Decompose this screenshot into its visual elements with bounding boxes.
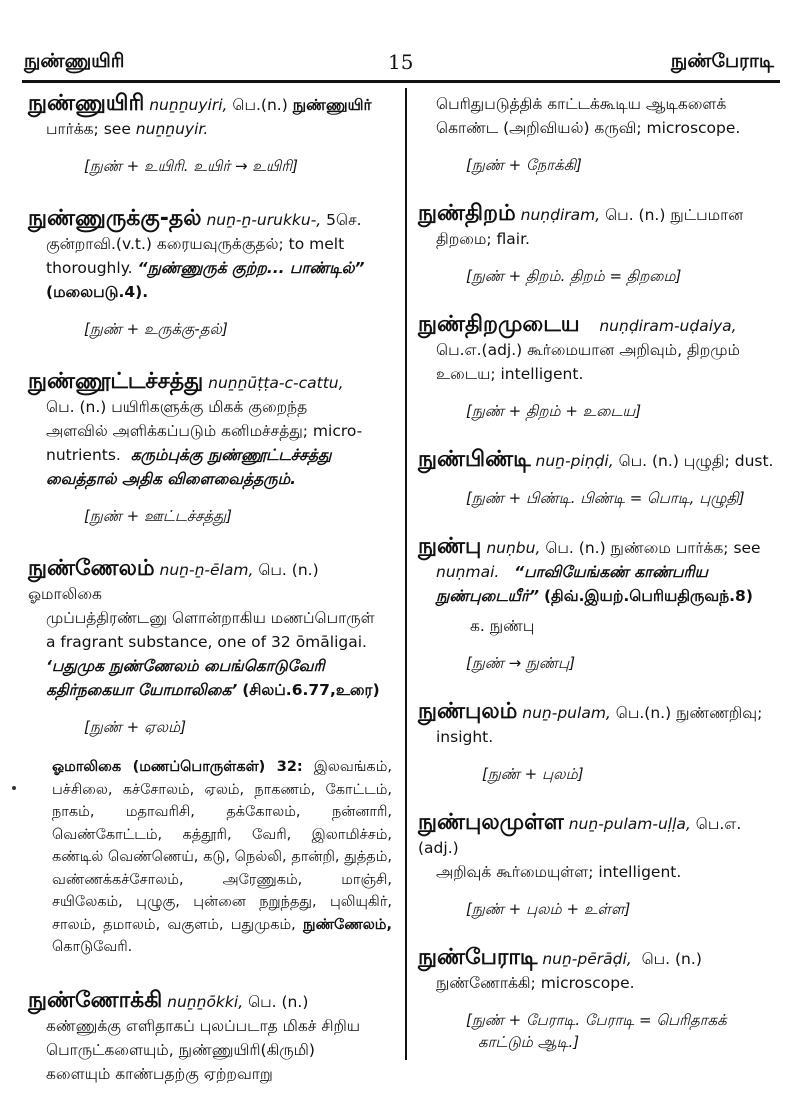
header-right-guide-word: நுண்பேராடி	[670, 50, 774, 72]
etymology: [நுண் + உயிரி. உயிர் → உயிரி]	[84, 157, 298, 175]
transliteration: nuṉ-ṉ-ēlam,	[159, 561, 254, 579]
transliteration: nuṉṉuyiri,	[149, 96, 228, 114]
entry-nunnurukku-tal	[28, 207, 392, 340]
etymology: [நுண் + புலம் + உள்ள]	[466, 900, 631, 918]
entry-nunnuttachattu	[28, 370, 392, 527]
headword: நுண்ணேலம்	[28, 556, 155, 581]
page-number: 15	[388, 50, 414, 74]
etymology: [நுண் + புலம்]	[482, 765, 584, 783]
margin-speck	[12, 786, 16, 790]
headword: நுண்திறமுடைய	[418, 312, 580, 337]
transliteration: nuṇḍiram,	[520, 206, 601, 224]
etymology: [நுண் + பிண்டி. பிண்டி = பொடி, புழுதி]	[466, 489, 745, 507]
example: வைத்தால் அதிக விளைவைத்தரும்.	[46, 470, 296, 488]
grammar-tag: 5செ.	[326, 211, 362, 229]
column-divider	[405, 88, 407, 1060]
part-of-speech: பெ. (n.) நுண்மை பார்க்க; see	[545, 539, 761, 557]
etymology-line: காட்டும் ஆடி.]	[478, 1033, 580, 1051]
page-header	[0, 0, 800, 80]
transliteration: nuṉṉūṭṭa-c-cattu,	[208, 374, 344, 392]
entry-nunperadi	[418, 946, 778, 1053]
definition-line: உடைய; intelligent.	[436, 365, 584, 383]
definition-line: பெ. (n.) பயிரிகளுக்கு மிகக் குறைந்த	[46, 398, 308, 416]
definition-line: கொண்ட (அறிவியல்) கருவி; microscope.	[436, 119, 741, 137]
etymology: [நுண் + உருக்கு-தல்]	[84, 320, 228, 338]
quotation: நுண்புடையீர்”	[436, 587, 540, 605]
transliteration: nuṉṉuyir.	[135, 120, 209, 138]
quotation: ‘பதுமுக நுண்ணேலம் பைங்கொடுவேரி	[46, 657, 325, 675]
definition-line: nutrients.	[46, 446, 121, 464]
etymology: [நுண் + ஏலம்]	[84, 718, 187, 736]
etymology	[466, 1009, 778, 1053]
transliteration: nuṉ-pulam,	[522, 704, 611, 722]
note-text-end: கொடுவேரி.	[52, 939, 133, 955]
headword: நுண்புலம்	[418, 699, 518, 724]
part-of-speech: பெ. (n.)	[248, 992, 309, 1011]
definition-line: குன்றாவி.(v.t.) கரையவுருக்குதல்; to melt	[46, 235, 345, 253]
headword: நுண்பேராடி	[418, 945, 538, 970]
transliteration: nuṇmai.	[436, 563, 500, 581]
quotation: கதிர்நகையா யோமாலிகை’	[46, 681, 238, 699]
quotation: “பாவியேங்கண் காண்பரிய	[514, 563, 708, 581]
definition-line: அறிவுக் கூர்மையுள்ள; intelligent.	[436, 863, 682, 881]
entry-nunpindi	[418, 448, 778, 509]
headword: நுண்பு	[418, 534, 482, 559]
transliteration: nuṉ-pērāḍi,	[542, 950, 632, 968]
transliteration: nuṉṉōkki,	[167, 992, 244, 1011]
etymology-line: [நுண் + பேராடி. பேராடி = பெரிதாகக்	[466, 1011, 727, 1029]
part-of-speech: பெ. (n.) புழுதி; dust.	[618, 452, 774, 470]
headword: நுண்பிண்டி	[418, 447, 531, 472]
transliteration: nuṉ-pulam-uḷḷa,	[568, 815, 691, 833]
etymology: [நுண் + நோக்கி]	[466, 156, 582, 174]
header-rule	[22, 80, 780, 83]
definition-line: நுண்ணோக்கி; microscope.	[436, 974, 635, 992]
definition-line: insight.	[436, 728, 494, 746]
entry-nunpulam	[418, 700, 778, 785]
transliteration: nuṉ-ṉ-urukku-,	[206, 211, 322, 229]
definition-line: பெ.எ.(adj.) கூர்மையான அறிவும், திறமும்	[436, 341, 740, 359]
right-column	[418, 92, 778, 1053]
entry-nunbu	[418, 535, 778, 674]
part-of-speech: பெ. (n.) நுட்பமான	[605, 206, 744, 224]
headword: நுண்ணுயிரி	[28, 91, 145, 116]
transliteration: nuṉ-piṇḍi,	[535, 452, 614, 470]
entry-nunpulam-ulla	[418, 811, 778, 920]
entry-nunnuyiri	[28, 92, 392, 177]
cross-ref-word: நுண்ணுயிர்	[292, 96, 372, 114]
definition-line: a fragrant substance, one of 32 ōmāligai.	[46, 633, 367, 651]
transliteration: nuṇḍiram-uḍaiya,	[599, 317, 737, 335]
entry-nundiram	[418, 202, 778, 287]
definition-line: பார்க்க; see	[46, 120, 131, 138]
headword: நுண்ணுருக்கு-தல்	[28, 206, 202, 231]
left-column	[28, 92, 392, 1086]
note-heading: ஓமாலிகை (மணப்பொருள்கள்) 32:	[52, 759, 303, 775]
headword: நுண்ணூட்டச்சத்து	[28, 369, 204, 394]
headword: நுண்புலமுள்ள	[418, 810, 564, 835]
transliteration: nuṇbu,	[486, 539, 541, 557]
quotation: “நுண்ணுருக் குற்ற... பாண்டில்”	[137, 259, 365, 277]
etymology: [நுண் → நுண்பு]	[466, 654, 576, 672]
headword: நுண்ணோக்கி	[28, 987, 163, 1013]
part-of-speech: பெ.(n.)	[232, 96, 288, 114]
citation: (திவ்.இயற்.பெரியதிருவந்.8)	[543, 587, 753, 605]
header-left-guide-word: நுண்ணுயிரி	[24, 50, 125, 72]
definition-line: கண்ணுக்கு எளிதாகப் புலப்படாத மிகச் சிறிய	[46, 1016, 361, 1035]
entry-continuation	[418, 92, 778, 176]
definition-line: களையும் காண்பதற்கு ஏற்றவாறு	[46, 1064, 273, 1083]
definition-line: பெரிதுபடுத்திக் காட்டக்கூடிய ஆடிகளைக்	[436, 95, 727, 113]
usage-note	[52, 756, 392, 959]
part-of-speech: பெ. (n.) ஓமாலிகை	[28, 561, 319, 603]
definition-line: அளவில் அளிக்கப்படும் கனிமச்சத்து; micro-	[46, 422, 363, 440]
entry-nundiram-udaiya	[418, 313, 778, 422]
entry-nunnelam	[28, 557, 392, 959]
etymology: [நுண் + திறம். திறம் = திறமை]	[466, 267, 682, 285]
definition-line: பொருட்களையும், நுண்ணுயிரி(கிருமி)	[46, 1040, 315, 1059]
cognate: க. நுண்பு	[470, 617, 535, 635]
note-text: இலவங்கம், பச்சிலை, கச்சோலம், ஏலம், நாகணம், கோட்டம், நாகம், மதாவரிசி, தக்கோலம், நன்னாரி, வெண்கோட்டம், கத்தூரி, வேரி, இலாமிச்சம், கண்டில் வெண்ணெய், கடு, நெல்லி, தான்றி, துத்தம், வண்ணக்கச்சோலம், அரேணுகம், மாஞ்சி, சயிலேகம், புழுகு, புன்னை நறுந்தது, புலியுகிர், சாலம், தமாலம், வகுளம், பதுமுகம்,	[52, 759, 392, 933]
headword: நுண்திறம்	[418, 201, 516, 226]
definition-line: திறமை; flair.	[436, 230, 530, 248]
definition-line: முப்பத்திரண்டனு ளொன்றாகிய மணப்பொருள்	[46, 609, 375, 627]
note-highlight: நுண்ணேலம்,	[303, 916, 392, 933]
etymology: [நுண் + ஊட்டச்சத்து]	[84, 507, 233, 525]
part-of-speech: பெ.(n.) நுண்ணறிவு;	[615, 704, 763, 722]
entry-nunnokki	[28, 989, 392, 1086]
part-of-speech: பெ. (n.)	[641, 950, 702, 968]
citation: (மலைபடு.4).	[46, 283, 149, 301]
example: கரும்புக்கு நுண்ணூட்டச்சத்து	[130, 446, 332, 464]
etymology: [நுண் + திறம் + உடைய]	[466, 402, 642, 420]
citation: (சிலப்.6.77,உரை)	[242, 681, 380, 699]
part-of-speech: பெ.எ.(adj.)	[418, 815, 742, 857]
definition-line: thoroughly.	[46, 259, 133, 277]
